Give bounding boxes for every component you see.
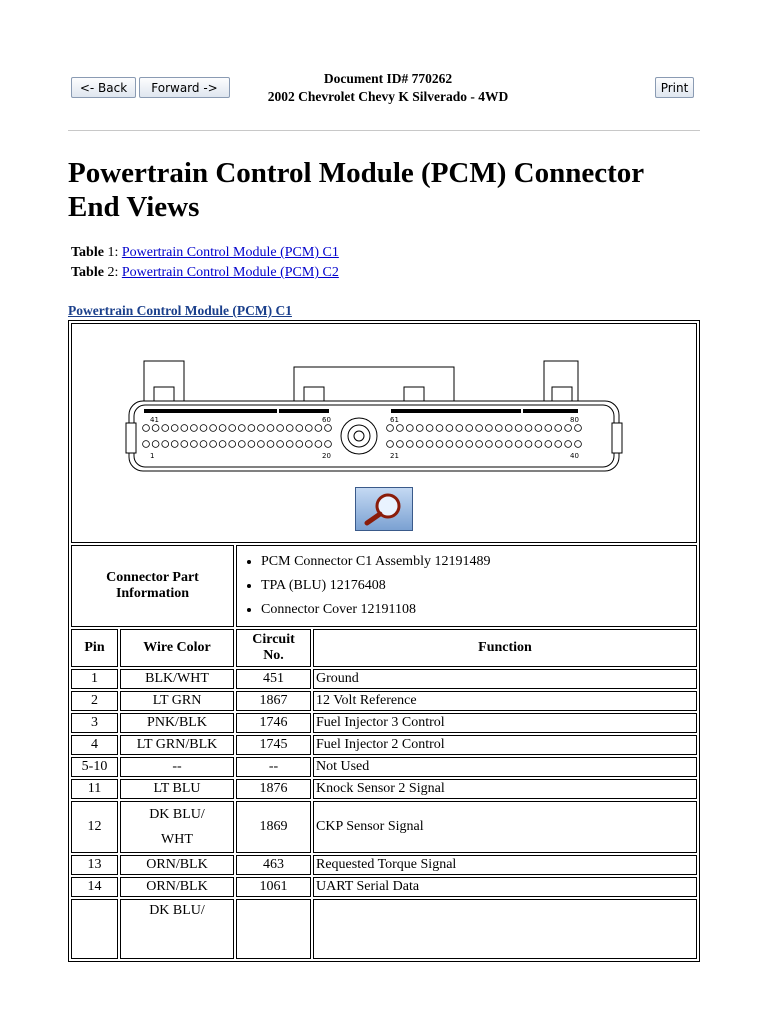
pin-cavity xyxy=(181,441,188,448)
pin-cavity xyxy=(143,425,150,432)
part-info-item: • TPA (BLU) 12176408 xyxy=(261,574,694,598)
pin-cavity xyxy=(555,441,562,448)
function-cell: CKP Sensor Signal xyxy=(313,801,697,853)
column-header-pin: Pin xyxy=(71,629,118,667)
pin-cavity xyxy=(219,441,226,448)
table-row xyxy=(71,855,697,875)
pin-cavity xyxy=(315,425,322,432)
wire-color-cell: DK BLU/ WHT xyxy=(120,801,234,853)
pin-cell: 5-10 xyxy=(71,757,118,777)
center-latch-slot-left xyxy=(304,387,324,401)
wire-color-cell: ORN/BLK xyxy=(120,877,234,897)
pin-cavity xyxy=(162,441,169,448)
pin-cavity xyxy=(535,425,542,432)
table-row xyxy=(71,757,697,777)
wire-color-cell: -- xyxy=(120,757,234,777)
vehicle-name: 2002 Chevrolet Chevy K Silverado - 4WD xyxy=(267,89,509,104)
pin-cavity xyxy=(486,425,493,432)
header-divider xyxy=(68,130,700,131)
center-latch-slot-right xyxy=(404,387,424,401)
pin-cavity xyxy=(171,441,178,448)
pin-cavity xyxy=(286,425,293,432)
circuit-cell: 1061 xyxy=(236,877,311,897)
function-cell: Ground xyxy=(313,669,697,689)
circuit-cell: -- xyxy=(236,757,311,777)
circuit-cell: 1746 xyxy=(236,713,311,733)
pin-cavity xyxy=(305,425,312,432)
bank-right-bar-a xyxy=(391,409,521,413)
pin-cavity xyxy=(387,441,394,448)
pin-cavity xyxy=(416,425,423,432)
pin-cavity xyxy=(466,441,473,448)
toc-prefix: Table xyxy=(71,245,104,260)
pin-cavity xyxy=(505,441,512,448)
pin-cavity xyxy=(466,425,473,432)
pin-cavity xyxy=(277,425,284,432)
connector-table xyxy=(68,320,700,962)
pin-cavity xyxy=(191,441,198,448)
pin-cell: 3 xyxy=(71,713,118,733)
pin-cavity xyxy=(248,441,255,448)
column-header-circuit: Circuit No. xyxy=(236,629,311,667)
toc-prefix: Table xyxy=(71,265,104,280)
pin-cavity xyxy=(426,425,433,432)
pin-cell: 1 xyxy=(71,669,118,689)
pin-cell: 14 xyxy=(71,877,118,897)
pin-cavity xyxy=(191,425,198,432)
pin-cavity xyxy=(286,441,293,448)
wire-color-cell: DK BLU/ xyxy=(120,899,234,959)
table-row xyxy=(71,801,697,853)
pin-cavity xyxy=(436,441,443,448)
column-header-function: Function xyxy=(313,629,697,667)
pin-cavity xyxy=(258,441,265,448)
pin-cell xyxy=(71,899,118,959)
pin-cavity xyxy=(505,425,512,432)
pin-cavity xyxy=(143,441,150,448)
pin-cavity xyxy=(476,425,483,432)
pin-label-21: 21 xyxy=(390,452,399,460)
pin-cavity xyxy=(315,441,322,448)
pin-cavity xyxy=(495,441,502,448)
circuit-cell: 1745 xyxy=(236,735,311,755)
pin-cavity xyxy=(229,441,236,448)
magnifier-icon xyxy=(356,488,412,530)
pin-cavity xyxy=(238,425,245,432)
pin-cavity xyxy=(515,425,522,432)
connector-end-view xyxy=(124,331,644,481)
pin-cavity xyxy=(486,441,493,448)
function-cell: Fuel Injector 2 Control xyxy=(313,735,697,755)
wire-color-cell: LT GRN/BLK xyxy=(120,735,234,755)
table-row xyxy=(71,735,697,755)
pin-cavity xyxy=(200,441,207,448)
pin-cavity xyxy=(555,425,562,432)
pin-cavity xyxy=(446,425,453,432)
table-row xyxy=(71,691,697,711)
pin-cavity xyxy=(296,425,303,432)
pin-cavity xyxy=(162,425,169,432)
pin-cavity xyxy=(495,425,502,432)
pin-label-61: 61 xyxy=(390,416,399,424)
pin-cavity xyxy=(152,441,159,448)
pin-cavity xyxy=(525,441,532,448)
circuit-cell: 463 xyxy=(236,855,311,875)
pin-cavity xyxy=(525,425,532,432)
pin-cavity xyxy=(238,441,245,448)
table-row xyxy=(71,877,697,897)
pin-cavity xyxy=(210,441,217,448)
pin-cavity xyxy=(446,441,453,448)
pin-cell: 12 xyxy=(71,801,118,853)
toc-number: 2 xyxy=(107,265,115,280)
pin-cavity xyxy=(229,425,236,432)
circuit-cell: 1867 xyxy=(236,691,311,711)
pin-cavity xyxy=(171,425,178,432)
bank-left-bar-a xyxy=(144,409,277,413)
bank-right-bar-b xyxy=(523,409,578,413)
function-cell: Requested Torque Signal xyxy=(313,855,697,875)
pin-cavity xyxy=(277,441,284,448)
center-boss-core xyxy=(354,431,364,441)
wire-color-cell: ORN/BLK xyxy=(120,855,234,875)
pin-cavity xyxy=(565,441,572,448)
wire-color-cell: LT BLU xyxy=(120,779,234,799)
pin-label-40: 40 xyxy=(570,452,579,460)
left-latch-slot xyxy=(154,387,174,401)
pin-cavity xyxy=(152,425,159,432)
circuit-cell xyxy=(236,899,311,959)
pin-label-60: 60 xyxy=(322,416,331,424)
pin-cavity xyxy=(456,441,463,448)
part-info-label: Connector Part Information xyxy=(71,545,234,627)
pin-cavity xyxy=(387,425,394,432)
pin-cavity xyxy=(181,425,188,432)
part-info-item: • PCM Connector C1 Assembly 12191489 xyxy=(261,550,694,574)
right-rib xyxy=(612,423,622,453)
column-header-wire-color: Wire Color xyxy=(120,629,234,667)
function-cell: Knock Sensor 2 Signal xyxy=(313,779,697,799)
connector-diagram-cell xyxy=(71,323,697,543)
document-header xyxy=(230,70,546,106)
circuit-cell: 451 xyxy=(236,669,311,689)
pin-cavity xyxy=(325,441,332,448)
pin-cavity xyxy=(515,441,522,448)
pin-cell: 2 xyxy=(71,691,118,711)
function-cell: UART Serial Data xyxy=(313,877,697,897)
table-row xyxy=(71,779,697,799)
back-button[interactable]: <- Back xyxy=(71,77,136,98)
pin-cavity xyxy=(397,441,404,448)
pin-cavity xyxy=(305,441,312,448)
pin-cavity xyxy=(210,425,217,432)
pin-cavity xyxy=(535,441,542,448)
pin-cavity xyxy=(545,425,552,432)
pin-cell: 13 xyxy=(71,855,118,875)
part-info-list-cell xyxy=(236,545,697,627)
pin-cavity xyxy=(416,441,423,448)
circuit-cell: 1876 xyxy=(236,779,311,799)
pin-cavity xyxy=(436,425,443,432)
function-cell: Fuel Injector 3 Control xyxy=(313,713,697,733)
toc-entry-1: Table 1: Powertrain Control Module (PCM) C1 xyxy=(71,245,339,260)
pin-cavity xyxy=(575,441,582,448)
pin-label-20: 20 xyxy=(322,452,331,460)
wire-color-cell: PNK/BLK xyxy=(120,713,234,733)
pin-cavity xyxy=(545,441,552,448)
page-title: Powertrain Control Module (PCM) Connector End Views xyxy=(68,157,644,223)
pin-cell: 11 xyxy=(71,779,118,799)
pin-cavity xyxy=(267,441,274,448)
left-rib xyxy=(126,423,136,453)
pin-cavity xyxy=(406,425,413,432)
function-cell xyxy=(313,899,697,959)
pin-cavity xyxy=(248,425,255,432)
table-row xyxy=(71,669,697,689)
circuit-cell: 1869 xyxy=(236,801,311,853)
pin-label-80: 80 xyxy=(570,416,579,424)
wire-color-cell: BLK/WHT xyxy=(120,669,234,689)
bank-left-bar-b xyxy=(279,409,329,413)
pin-cavity xyxy=(476,441,483,448)
wire-color-cell: LT GRN xyxy=(120,691,234,711)
pin-cavity xyxy=(426,441,433,448)
function-cell: 12 Volt Reference xyxy=(313,691,697,711)
toc-link-c1[interactable]: Powertrain Control Module (PCM) C1 xyxy=(121,245,339,260)
toc-entry-2: Table 2: Powertrain Control Module (PCM) C2 xyxy=(71,265,339,280)
forward-button[interactable]: Forward -> xyxy=(139,77,230,98)
part-info-list xyxy=(239,550,694,622)
pin-cavity xyxy=(406,441,413,448)
print-button[interactable]: Print xyxy=(655,77,694,98)
section-caption: Powertrain Control Module (PCM) C1 xyxy=(68,303,292,318)
function-cell: Not Used xyxy=(313,757,697,777)
pin-cavity xyxy=(258,425,265,432)
pin-cavity xyxy=(575,425,582,432)
pin-cavity xyxy=(267,425,274,432)
pin-cavity xyxy=(325,425,332,432)
document-id: Document ID# 770262 xyxy=(323,71,453,86)
table-row xyxy=(71,713,697,733)
pin-label-41: 41 xyxy=(150,416,159,424)
pin-cavity xyxy=(565,425,572,432)
pin-cell: 4 xyxy=(71,735,118,755)
pin-label-1: 1 xyxy=(150,452,155,460)
pin-cavity xyxy=(219,425,226,432)
toc-link-c2[interactable]: Powertrain Control Module (PCM) C2 xyxy=(121,265,339,280)
part-info-item: • Connector Cover 12191108 xyxy=(261,598,694,622)
pin-cavity xyxy=(296,441,303,448)
pin-cavity xyxy=(200,425,207,432)
pin-cavity xyxy=(397,425,404,432)
right-latch-slot xyxy=(552,387,572,401)
table-row xyxy=(71,899,697,959)
pin-cavity xyxy=(456,425,463,432)
zoom-button[interactable] xyxy=(355,487,413,531)
toc-number: 1 xyxy=(107,245,115,260)
